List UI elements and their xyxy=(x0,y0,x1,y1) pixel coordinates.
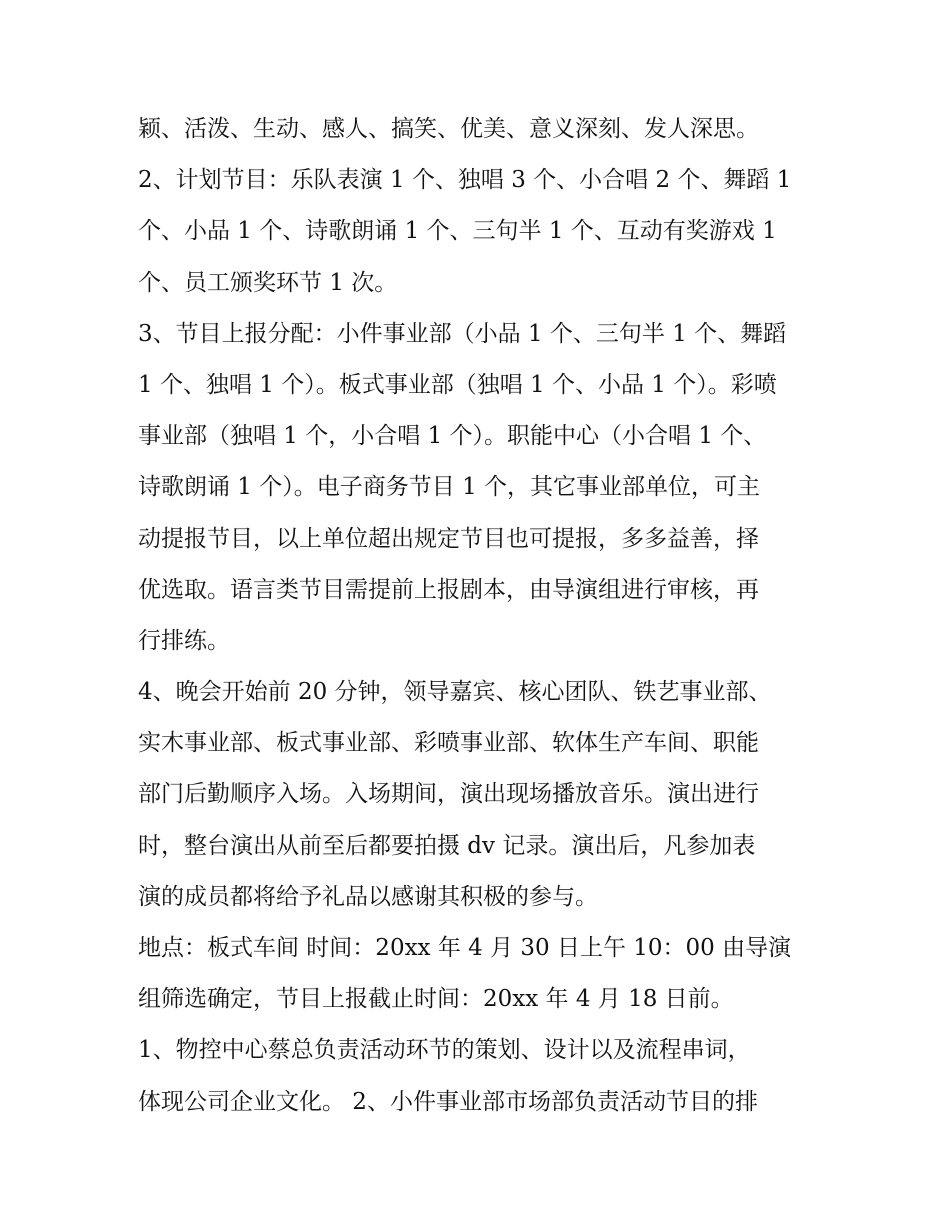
text-line: 实木事业部、板式事业部、彩喷事业部、软体生产车间、职能 xyxy=(138,730,759,757)
text-line: 个、员工颁奖环节 1 次。 xyxy=(138,269,398,296)
text-line: 行排练。 xyxy=(138,627,230,654)
text-line: 时，整台演出从前至后都要拍摄 dv 记录。演出后，凡参加表 xyxy=(138,832,756,859)
text-line: 1、物控中心蔡总负责活动环节的策划、设计以及流程串词， xyxy=(138,1037,751,1064)
text-line: 部门后勤顺序入场。入场期间，演出现场播放音乐。演出进行 xyxy=(138,781,759,808)
text-line: 优选取。语言类节目需提前上报剧本，由导演组进行审核，再 xyxy=(138,576,759,603)
text-line: 地点：板式车间 时间：20xx 年 4 月 30 日上午 10：00 由导演 xyxy=(138,935,792,961)
text-line: 诗歌朗诵 1 个）。电子商务节目 1 个，其它事业部单位，可主 xyxy=(138,474,761,501)
text-line: 3、节目上报分配：小件事业部（小品 1 个、三句半 1 个、舞蹈 xyxy=(138,320,787,347)
text-line: 事业部（独唱 1 个，小合唱 1 个）。职能中心（小合唱 1 个、 xyxy=(138,423,767,450)
text-line: 2、计划节目：乐队表演 1 个、独唱 3 个、小合唱 2 个、舞蹈 1 xyxy=(138,167,792,194)
text-line: 体现公司企业文化。 2、小件事业部市场部负责活动节目的排 xyxy=(138,1088,758,1115)
text-line: 组筛选确定，节目上报截止时间：20xx 年 4 月 18 日前。 xyxy=(138,986,734,1013)
text-line: 演的成员都将给予礼品以感谢其积极的参与。 xyxy=(138,883,598,910)
text-line: 4、晚会开始前 20 分钟，领导嘉宾、核心团队、铁艺事业部、 xyxy=(138,679,772,706)
text-line: 颖、活泼、生动、感人、搞笑、优美、意义深刻、发人深思。 xyxy=(138,116,759,142)
text-line: 1 个、独唱 1 个）。板式事业部（独唱 1 个、小品 1 个）。彩喷 xyxy=(138,371,777,398)
document-body xyxy=(138,104,818,1128)
text-line: 个、小品 1 个、诗歌朗诵 1 个、三句半 1 个、互动有奖游戏 1 xyxy=(138,218,777,245)
text-line: 动提报节目，以上单位超出规定节目也可提报，多多益善，择 xyxy=(138,525,759,552)
